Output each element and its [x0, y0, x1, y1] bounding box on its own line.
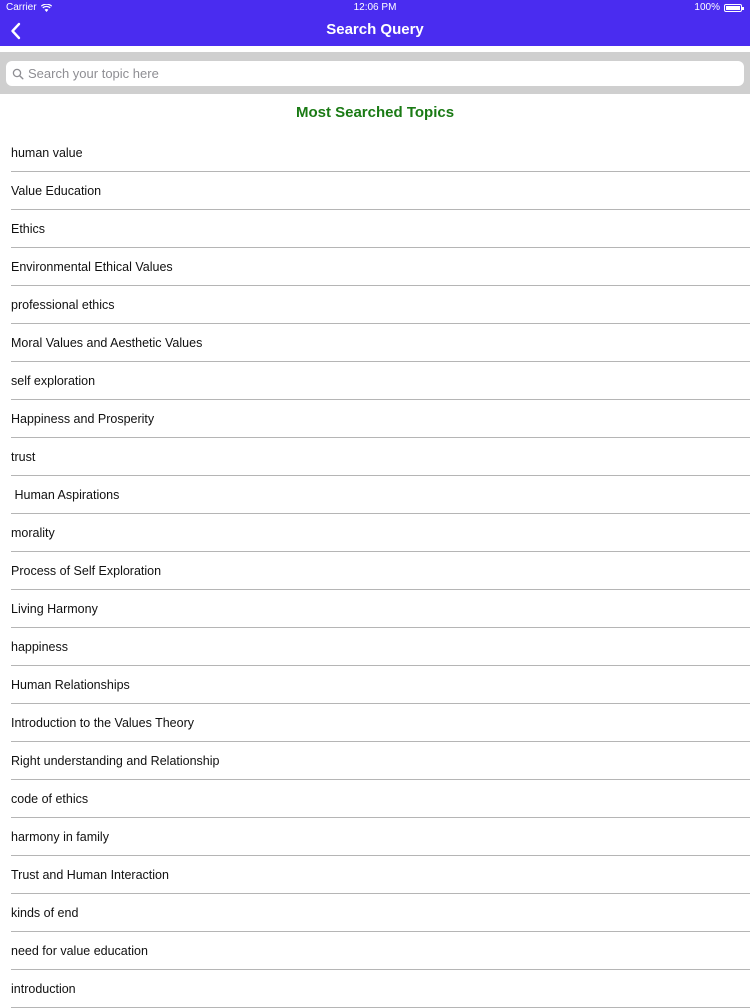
topic-list-item[interactable]: Value Education: [11, 172, 750, 210]
topic-list-item[interactable]: kinds of end: [11, 894, 750, 932]
topic-list-item[interactable]: code of ethics: [11, 780, 750, 818]
topic-list-item[interactable]: Process of Self Exploration: [11, 552, 750, 590]
page-title: Search Query: [326, 21, 424, 38]
topic-list-item[interactable]: Moral Values and Aesthetic Values: [11, 324, 750, 362]
topic-list-item[interactable]: Trust and Human Interaction: [11, 856, 750, 894]
topic-list-item[interactable]: morality: [11, 514, 750, 552]
topic-list-item[interactable]: happiness: [11, 628, 750, 666]
search-input[interactable]: [28, 66, 728, 81]
topic-list-item[interactable]: Human Aspirations: [11, 476, 750, 514]
topic-list-item[interactable]: harmony in family: [11, 818, 750, 856]
topic-list-item[interactable]: trust: [11, 438, 750, 476]
search-bar: [0, 52, 750, 94]
search-field[interactable]: [6, 61, 744, 86]
topic-list-item[interactable]: introduction: [11, 970, 750, 1008]
topic-list-item[interactable]: Living Harmony: [11, 590, 750, 628]
status-right: [694, 2, 742, 13]
topic-list-item[interactable]: Environmental Ethical Values: [11, 248, 750, 286]
topic-list-item[interactable]: self exploration: [11, 362, 750, 400]
topic-list-item[interactable]: Ethics: [11, 210, 750, 248]
topic-list: [0, 134, 750, 1008]
topic-list-item[interactable]: professional ethics: [11, 286, 750, 324]
topic-list-item[interactable]: Introduction to the Values Theory: [11, 704, 750, 742]
battery-icon: [724, 4, 742, 12]
topic-list-item[interactable]: human value: [11, 134, 750, 172]
topic-list-item[interactable]: Happiness and Prosperity: [11, 400, 750, 438]
topic-list-item[interactable]: need for value education: [11, 932, 750, 970]
search-icon: [12, 68, 24, 80]
navigation-bar: [0, 16, 750, 46]
topic-list-item[interactable]: Human Relationships: [11, 666, 750, 704]
status-time: 12:06 PM: [353, 2, 397, 13]
battery-percent: 100%: [694, 2, 720, 13]
status-bar: [0, 0, 750, 16]
battery-fill: [726, 6, 740, 10]
section-title: Most Searched Topics: [295, 104, 455, 121]
carrier-label: Carrier: [6, 2, 37, 13]
topic-list-item[interactable]: Right understanding and Relationship: [11, 742, 750, 780]
